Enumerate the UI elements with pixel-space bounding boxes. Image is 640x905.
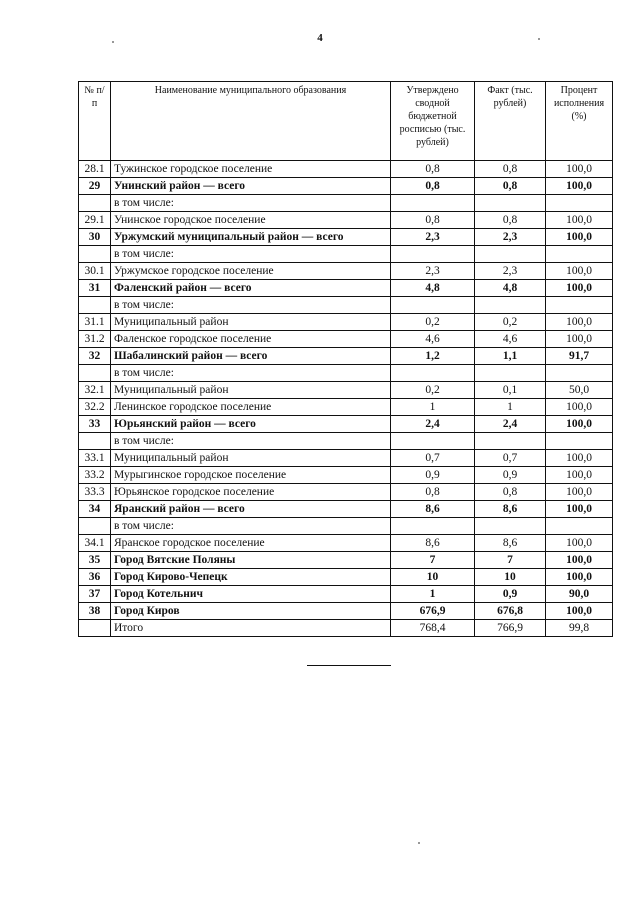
header-number: № п/п: [79, 82, 111, 161]
table-row: [79, 195, 613, 212]
row-approved-cell: 1: [391, 586, 475, 603]
row-fact-cell: 766,9: [475, 620, 546, 637]
row-percent-cell: [546, 195, 613, 212]
row-fact-cell: 0,9: [475, 586, 546, 603]
row-percent-cell: [546, 246, 613, 263]
row-approved-cell: 8,6: [391, 535, 475, 552]
row-number-cell: [79, 620, 111, 637]
row-number-cell: 34: [79, 501, 111, 518]
row-fact-cell: [475, 246, 546, 263]
row-percent-cell: 50,0: [546, 382, 613, 399]
row-fact-cell: [475, 195, 546, 212]
row-fact-cell: 4,6: [475, 331, 546, 348]
table-row: [79, 535, 613, 552]
row-number-cell: 34.1: [79, 535, 111, 552]
row-percent-cell: 100,0: [546, 603, 613, 620]
table-row: [79, 586, 613, 603]
row-percent-cell: 100,0: [546, 314, 613, 331]
scan-speck: [418, 842, 420, 844]
row-name-cell: в том числе:: [111, 518, 391, 535]
row-approved-cell: 7: [391, 552, 475, 569]
row-number-cell: 33.1: [79, 450, 111, 467]
scan-speck: [538, 38, 540, 40]
row-name-cell: Фаленский район — всего: [111, 280, 391, 297]
row-name-cell: Муниципальный район: [111, 314, 391, 331]
row-number-cell: 28.1: [79, 161, 111, 178]
table-row: [79, 263, 613, 280]
row-number-cell: 31.1: [79, 314, 111, 331]
row-number-cell: 35: [79, 552, 111, 569]
row-approved-cell: 0,9: [391, 467, 475, 484]
table-row: [79, 620, 613, 637]
row-number-cell: 33: [79, 416, 111, 433]
row-percent-cell: 99,8: [546, 620, 613, 637]
row-fact-cell: 0,8: [475, 484, 546, 501]
row-name-cell: Уржумское городское поселение: [111, 263, 391, 280]
row-name-cell: Муниципальный район: [111, 450, 391, 467]
row-percent-cell: 100,0: [546, 501, 613, 518]
row-name-cell: в том числе:: [111, 246, 391, 263]
row-approved-cell: 0,8: [391, 484, 475, 501]
row-approved-cell: [391, 195, 475, 212]
row-percent-cell: 100,0: [546, 450, 613, 467]
row-number-cell: 30.1: [79, 263, 111, 280]
row-percent-cell: [546, 297, 613, 314]
row-number-cell: [79, 433, 111, 450]
table-row: [79, 348, 613, 365]
row-fact-cell: [475, 365, 546, 382]
row-fact-cell: 0,8: [475, 212, 546, 229]
row-number-cell: 33.3: [79, 484, 111, 501]
table-row: [79, 212, 613, 229]
table-row: [79, 246, 613, 263]
row-fact-cell: 8,6: [475, 501, 546, 518]
header-municipality-name: Наименование муниципального образования: [111, 82, 391, 161]
table-body: [79, 161, 613, 637]
row-approved-cell: 1: [391, 399, 475, 416]
row-approved-cell: 4,6: [391, 331, 475, 348]
row-fact-cell: 7: [475, 552, 546, 569]
row-fact-cell: [475, 518, 546, 535]
row-approved-cell: 0,2: [391, 382, 475, 399]
table-row: [79, 603, 613, 620]
row-number-cell: [79, 297, 111, 314]
table-row: [79, 229, 613, 246]
row-number-cell: [79, 518, 111, 535]
row-approved-cell: 0,8: [391, 212, 475, 229]
row-fact-cell: [475, 297, 546, 314]
page-number: 4: [317, 32, 323, 44]
row-percent-cell: 100,0: [546, 552, 613, 569]
row-fact-cell: 676,8: [475, 603, 546, 620]
row-approved-cell: 0,8: [391, 161, 475, 178]
row-number-cell: 36: [79, 569, 111, 586]
row-fact-cell: 2,3: [475, 263, 546, 280]
row-percent-cell: [546, 433, 613, 450]
table-row: [79, 518, 613, 535]
row-name-cell: Город Киров: [111, 603, 391, 620]
row-approved-cell: 0,8: [391, 178, 475, 195]
row-approved-cell: 2,3: [391, 263, 475, 280]
row-fact-cell: 10: [475, 569, 546, 586]
row-number-cell: 33.2: [79, 467, 111, 484]
row-name-cell: Город Вятские Поляны: [111, 552, 391, 569]
row-percent-cell: 100,0: [546, 229, 613, 246]
table-row: [79, 297, 613, 314]
row-approved-cell: 4,8: [391, 280, 475, 297]
table-row: [79, 365, 613, 382]
table-row: [79, 552, 613, 569]
row-fact-cell: 0,2: [475, 314, 546, 331]
row-number-cell: 31.2: [79, 331, 111, 348]
row-name-cell: Юрьянский район — всего: [111, 416, 391, 433]
header-percent: Процент исполнения (%): [546, 82, 613, 161]
row-number-cell: 32.2: [79, 399, 111, 416]
row-number-cell: [79, 195, 111, 212]
row-name-cell: Город Кирово-Чепецк: [111, 569, 391, 586]
row-number-cell: [79, 246, 111, 263]
row-name-cell: Ленинское городское поселение: [111, 399, 391, 416]
row-percent-cell: 100,0: [546, 484, 613, 501]
row-percent-cell: 100,0: [546, 569, 613, 586]
row-approved-cell: 0,2: [391, 314, 475, 331]
table-row: [79, 467, 613, 484]
row-approved-cell: 768,4: [391, 620, 475, 637]
row-approved-cell: [391, 246, 475, 263]
row-name-cell: в том числе:: [111, 195, 391, 212]
row-approved-cell: 2,4: [391, 416, 475, 433]
row-percent-cell: 100,0: [546, 535, 613, 552]
table-header-row: [79, 82, 613, 161]
row-number-cell: 31: [79, 280, 111, 297]
header-approved: Утверждено сводной бюджетной росписью (тыс. рублей): [391, 82, 475, 161]
row-approved-cell: [391, 518, 475, 535]
row-percent-cell: [546, 365, 613, 382]
table-row: [79, 314, 613, 331]
header-fact: Факт (тыс. рублей): [475, 82, 546, 161]
row-name-cell: в том числе:: [111, 433, 391, 450]
row-approved-cell: [391, 365, 475, 382]
row-fact-cell: [475, 433, 546, 450]
row-percent-cell: 100,0: [546, 161, 613, 178]
budget-execution-table: [78, 81, 613, 637]
row-fact-cell: 0,8: [475, 161, 546, 178]
row-approved-cell: 0,7: [391, 450, 475, 467]
table-row: [79, 178, 613, 195]
table-row: [79, 382, 613, 399]
row-name-cell: Унинское городское поселение: [111, 212, 391, 229]
row-approved-cell: 1,2: [391, 348, 475, 365]
row-name-cell: Фаленское городское поселение: [111, 331, 391, 348]
scan-speck: [112, 41, 114, 43]
footer-divider: [307, 665, 391, 666]
row-fact-cell: 1: [475, 399, 546, 416]
row-fact-cell: 0,9: [475, 467, 546, 484]
table-row: [79, 280, 613, 297]
row-fact-cell: 1,1: [475, 348, 546, 365]
row-name-cell: Тужинское городское поселение: [111, 161, 391, 178]
row-fact-cell: 8,6: [475, 535, 546, 552]
row-number-cell: 37: [79, 586, 111, 603]
row-fact-cell: 4,8: [475, 280, 546, 297]
row-percent-cell: 100,0: [546, 416, 613, 433]
row-name-cell: в том числе:: [111, 297, 391, 314]
row-name-cell: в том числе:: [111, 365, 391, 382]
row-number-cell: 29.1: [79, 212, 111, 229]
table-row: [79, 569, 613, 586]
row-approved-cell: [391, 433, 475, 450]
row-fact-cell: 0,7: [475, 450, 546, 467]
row-name-cell: Город Котельнич: [111, 586, 391, 603]
table-row: [79, 433, 613, 450]
row-percent-cell: [546, 518, 613, 535]
row-fact-cell: 2,3: [475, 229, 546, 246]
row-percent-cell: 100,0: [546, 178, 613, 195]
row-approved-cell: 676,9: [391, 603, 475, 620]
row-approved-cell: 8,6: [391, 501, 475, 518]
row-name-cell: Уржумский муниципальный район — всего: [111, 229, 391, 246]
row-fact-cell: 0,1: [475, 382, 546, 399]
row-percent-cell: 100,0: [546, 263, 613, 280]
row-fact-cell: 0,8: [475, 178, 546, 195]
row-name-cell: Юрьянское городское поселение: [111, 484, 391, 501]
row-percent-cell: 100,0: [546, 212, 613, 229]
row-name-cell: Мурыгинское городское поселение: [111, 467, 391, 484]
row-name-cell: Шабалинский район — всего: [111, 348, 391, 365]
row-name-cell: Итого: [111, 620, 391, 637]
row-approved-cell: [391, 297, 475, 314]
table-row: [79, 501, 613, 518]
row-name-cell: Муниципальный район: [111, 382, 391, 399]
row-number-cell: 30: [79, 229, 111, 246]
row-name-cell: Яранский район — всего: [111, 501, 391, 518]
row-approved-cell: 2,3: [391, 229, 475, 246]
row-name-cell: Унинский район — всего: [111, 178, 391, 195]
row-number-cell: 29: [79, 178, 111, 195]
row-number-cell: [79, 365, 111, 382]
table-row: [79, 484, 613, 501]
table-row: [79, 416, 613, 433]
table-row: [79, 450, 613, 467]
row-number-cell: 32.1: [79, 382, 111, 399]
row-percent-cell: 100,0: [546, 399, 613, 416]
row-number-cell: 32: [79, 348, 111, 365]
row-percent-cell: 100,0: [546, 331, 613, 348]
row-name-cell: Яранское городское поселение: [111, 535, 391, 552]
row-approved-cell: 10: [391, 569, 475, 586]
table-row: [79, 399, 613, 416]
row-number-cell: 38: [79, 603, 111, 620]
table-row: [79, 331, 613, 348]
row-percent-cell: 100,0: [546, 280, 613, 297]
table-row: [79, 161, 613, 178]
row-fact-cell: 2,4: [475, 416, 546, 433]
row-percent-cell: 91,7: [546, 348, 613, 365]
row-percent-cell: 90,0: [546, 586, 613, 603]
row-percent-cell: 100,0: [546, 467, 613, 484]
